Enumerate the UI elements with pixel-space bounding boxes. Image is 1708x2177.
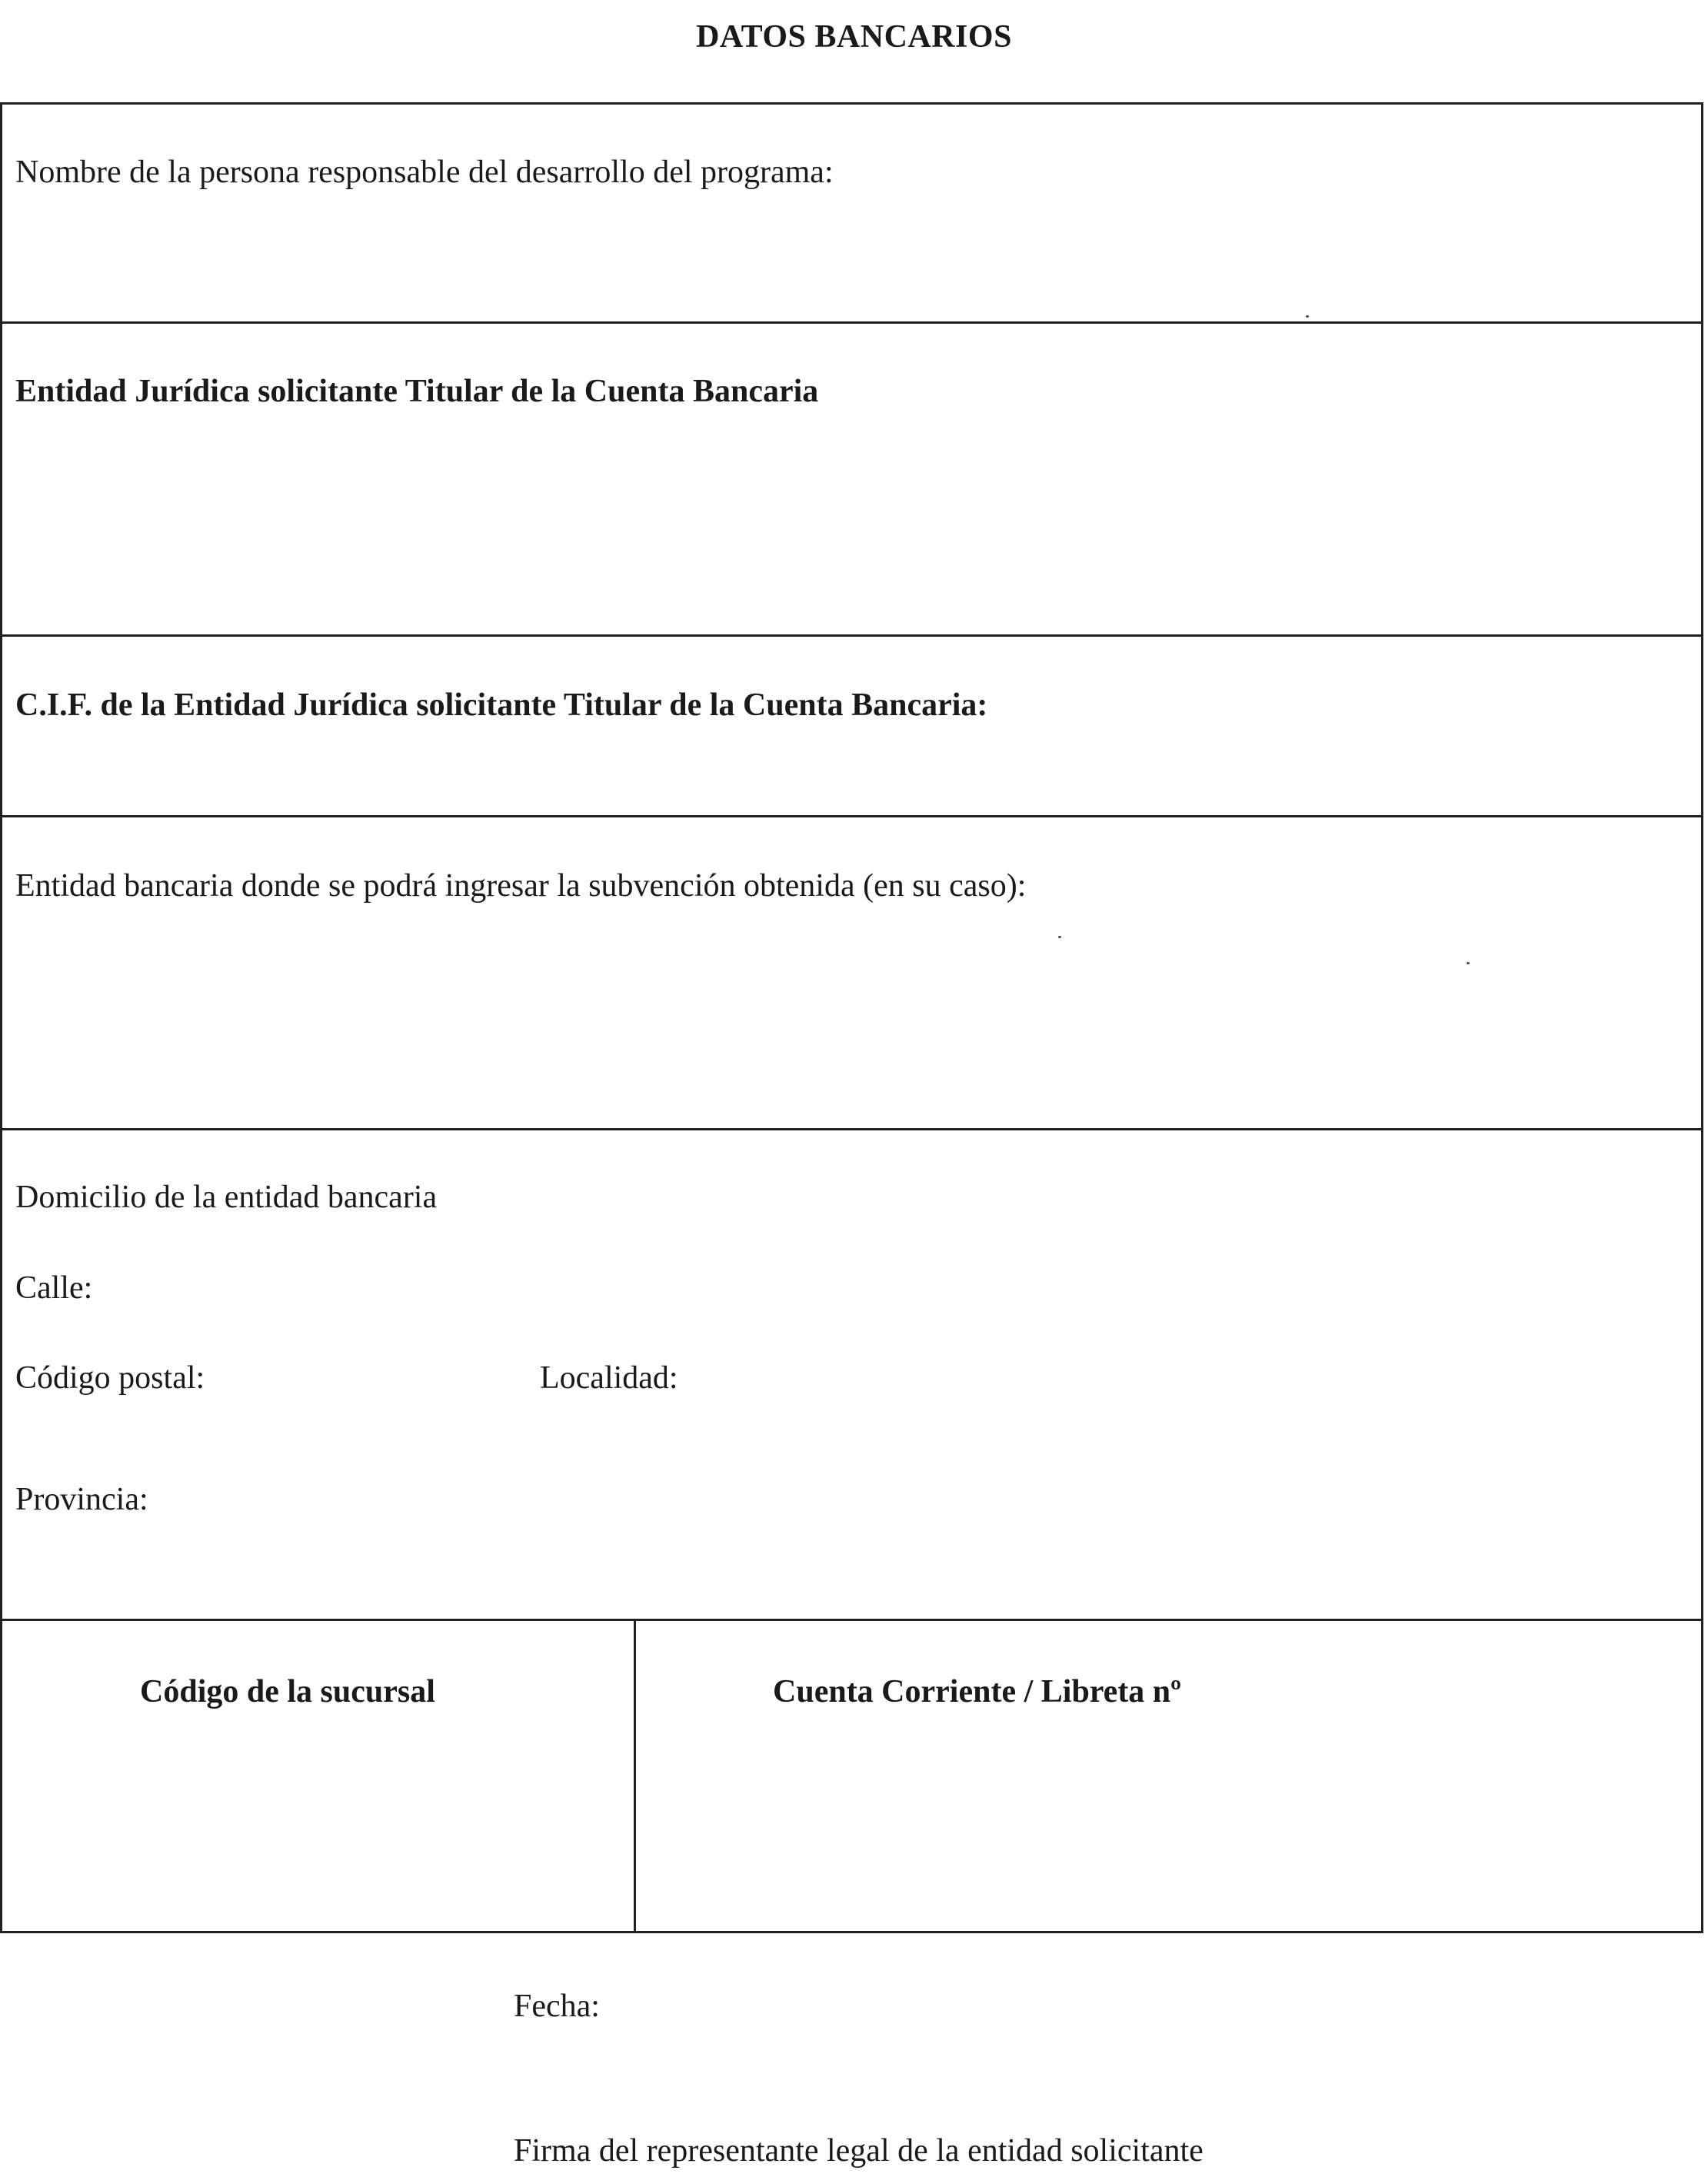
cif-field[interactable] [5,738,1696,811]
codigo-postal-label: Código postal: [15,1360,205,1396]
calle-label: Calle: [15,1270,93,1306]
section-divider [0,815,1703,817]
domicilio-heading: Domicilio de la entidad bancaria [15,1180,438,1215]
section-divider [0,634,1703,637]
page-title: DATOS BANCARIOS [696,19,1012,55]
scan-speck [1306,315,1309,318]
provincia-field[interactable] [181,1473,1688,1526]
responsable-label: Nombre de la persona responsable del desarrollo del programa: [15,155,834,190]
scan-speck [1058,936,1061,938]
localidad-field[interactable] [711,1352,1688,1406]
section-divider [0,321,1703,324]
section-divider [0,1128,1703,1130]
section-divider [0,1619,1703,1621]
column-divider [634,1619,636,1933]
entidad-bancaria-field[interactable] [5,919,1696,1123]
fecha-label: Fecha: [514,1989,600,2024]
responsable-field[interactable] [5,208,1696,315]
fecha-field[interactable] [627,1980,1242,2034]
scan-speck [1467,962,1470,964]
localidad-label: Localidad: [540,1360,678,1396]
cuenta-field[interactable] [642,1730,1696,1926]
cif-label: C.I.F. de la Entidad Jurídica solicitante Titular de la Cuenta Bancaria: [15,687,988,723]
firma-label: Firma del representante legal de la entidad solicitante [514,2133,1204,2169]
codigo-sucursal-label: Código de la sucursal [140,1674,435,1709]
cuenta-label: Cuenta Corriente / Libreta nº [773,1674,1182,1709]
titular-label: Entidad Jurídica solicitante Titular de la Cuenta Bancaria [15,374,819,409]
provincia-label: Provincia: [15,1482,148,1517]
titular-field[interactable] [5,427,1696,627]
codigo-sucursal-field[interactable] [8,1730,627,1926]
calle-field[interactable] [123,1261,1692,1315]
entidad-bancaria-label: Entidad bancaria donde se podrá ingresar la subvención obtenida (en su caso): [15,868,1027,904]
codigo-postal-field[interactable] [254,1352,531,1406]
